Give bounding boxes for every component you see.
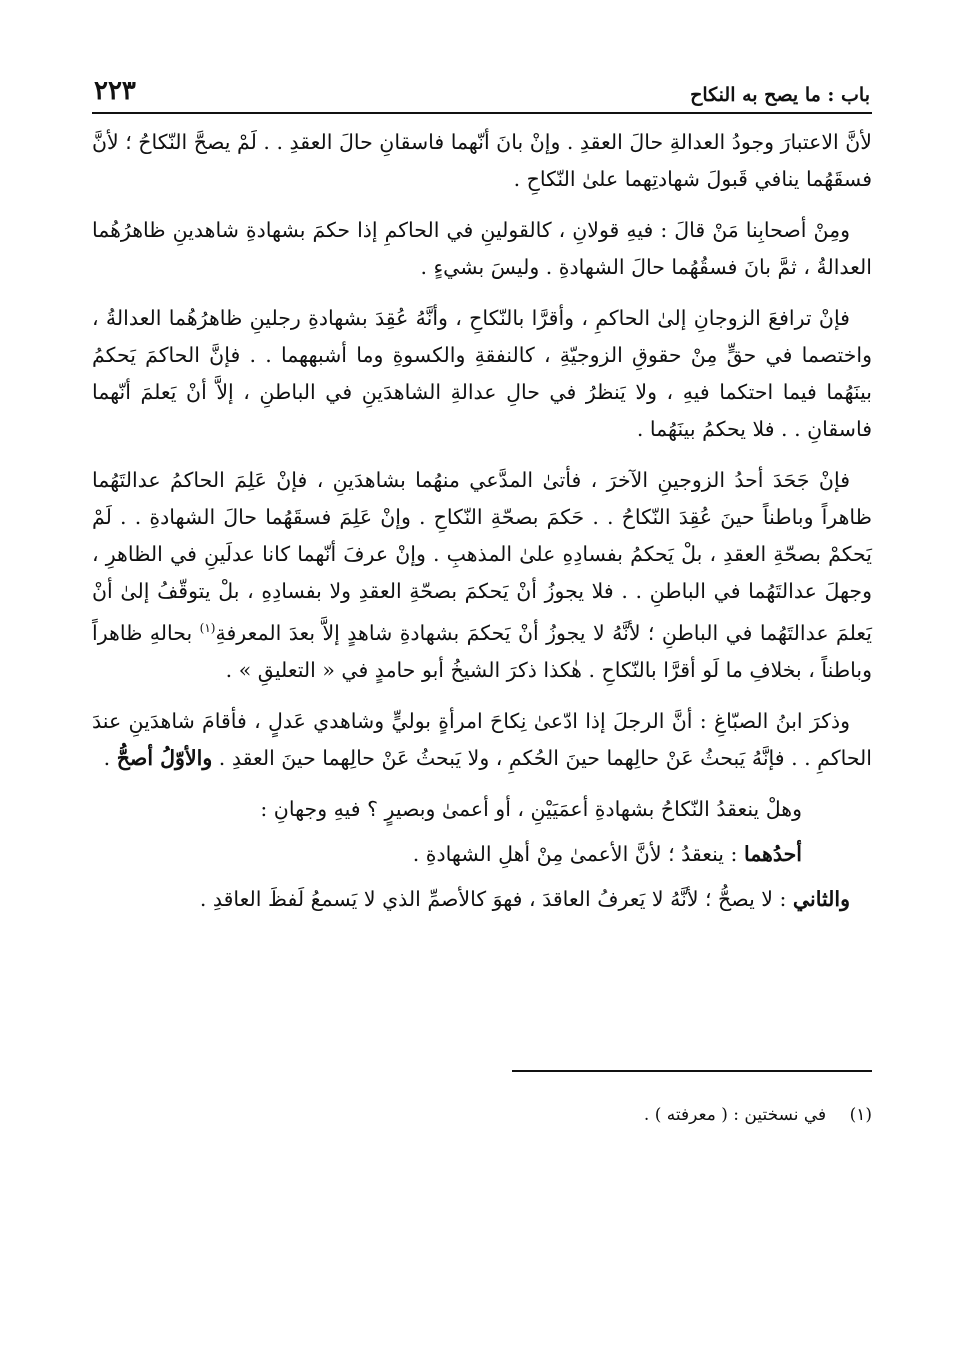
footnote: [644, 1105, 872, 1125]
paragraph-5: وذكرَ ابنُ الصبّاغِ : أنَّ الرجلَ إذا ادّعىٰ نِكاحَ امرأةٍ بوليٍّ وشاهدي عَدلٍ ، فأقامَ شاهدَينِ عندَ الحاكمِ . . فإنَّهُ يَبحثُ عَنْ حالِهما حينَ الحُكمِ ، ولا يَبحثُ عَنْ حالِهما حينَ العقدِ . والأوّلُ أصحُّ .: [92, 708, 872, 770]
paragraph-2: ومِنْ أصحابِنا مَنْ قالَ : فيهِ قولانِ ، كالقولينِ في الحاكمِ إذا حكمَ بشهادةِ شاهدينِ ظاهرُهُما العدالةُ ، ثمَّ بانَ فسقُهُما حالَ الشهادةِ . وليسَ بشيءٍ .: [92, 218, 872, 279]
paragraph-8: والثاني : لا يصحُّ ؛ لأنَّهُ لا يَعرفُ العاقدَ ، فهوَ كالأصمِّ الذي لا يَسمعُ لَفظَ العاقدِ .: [199, 886, 850, 911]
paragraph-7: أحدُهما : ينعقدُ ؛ لأنَّ الأعمىٰ مِنْ أهلِ الشهادةِ .: [412, 841, 802, 866]
paragraph-1: لأنَّ الاعتبارَ وجودُ العدالةِ حالَ العقدِ . وإنْ بانَ أنّهما فاسقانِ حالَ العقدِ . . لَمْ يصحَّ النّكاحُ ؛ لأنَّ فسقَهُما ينافي قَبولَ شهادتِهما علىٰ النّكاحِ .: [92, 130, 872, 191]
first-view-label: أحدُهما: [743, 841, 802, 866]
footnote-text: في نسختين : ( معرفته ) .: [643, 1105, 827, 1125]
paragraph-4: فإنْ جَحَدَ أحدُ الزوجينِ الآخرَ ، فأتىٰ المدَّعي منهُما بشاهدَينِ ، فإنْ عَلِمَ الحاكمُ عدالتَهُما ظاهراً وباطناً حينَ عُقِدَ النّكاحُ . . حَكمَ بصحّةِ النّكاحِ . وإنْ عَلِمَ فسقَهُما حالَ الشهادةِ . . لَمْ يَحكمْ بصحّةِ العقدِ ، بلْ يَحكمُ بفسادِهِ علىٰ المذهبِ . وإنْ عرفَ أنّهما كانا عدلَينِ في الظاهرِ ، وجهلَ عدالتَهُما في الباطنِ . . فلا يجوزُ أنْ يَحكمَ بصحّةِ العقدِ ولا بفسادِهِ ، بلْ يتوقّفُ إلىٰ أنْ يَعلمَ عدالتَهُما في الباطنِ ؛ لأنَّهُ لا يجوزُ أنْ يَحكمَ بشهادةِ شاهدٍ إلاَّ بعدَ المعرفةِ$^{(١)}$ بحالهِ ظاهراً وباطناً ، بخلافِ ما لَو أقرَّا بالنّكاحِ . هٰكذا ذكرَ الشيخُ أبو حامدٍ في « التعليقِ » .: [92, 468, 873, 682]
page-number: ٢٢٣: [94, 76, 136, 106]
main-text: [92, 124, 872, 918]
book-page: [92, 70, 872, 1310]
footnote-marker: (١): [199, 621, 216, 635]
footnote-separator: [512, 1070, 872, 1072]
chapter-title: باب : ما يصح به النكاح: [690, 84, 870, 106]
ruling-emphasis: والأوّلُ أصحُّ: [116, 745, 213, 770]
footnote-number: (١): [849, 1105, 872, 1125]
second-view-label: والثاني: [792, 886, 850, 911]
paragraph-6: وهلْ ينعقدُ النّكاحُ بشهادةِ أعمَيَيْنِ ، أو أعمىٰ وبصيرٍ ؟ فيهِ وجهانِ :: [260, 796, 802, 821]
paragraph-3: فإنْ ترافعَ الزوجانِ إلىٰ الحاكمِ ، وأقرَّا بالنّكاحِ ، وأنَّهُ عُقِدَ بشهادةِ رجلينِ ظاهرُهُما العدالةُ ، واختصما في حقٍّ مِنْ حقوقِ الزوجيّةِ ، كالنفقةِ والكسوةِ وما أشبههما . . فإنَّ الحاكمَ يَحكمُ بينَهُما فيما احتكما فيهِ ، ولا يَنظرُ في حالِ عدالةِ الشاهدَينِ في الباطنِ ، إلاَّ أنْ يَعلمَ أنّهما فاسقانِ . . فلا يحكمُ بينَهُما .: [92, 306, 872, 441]
running-header: [92, 70, 872, 114]
